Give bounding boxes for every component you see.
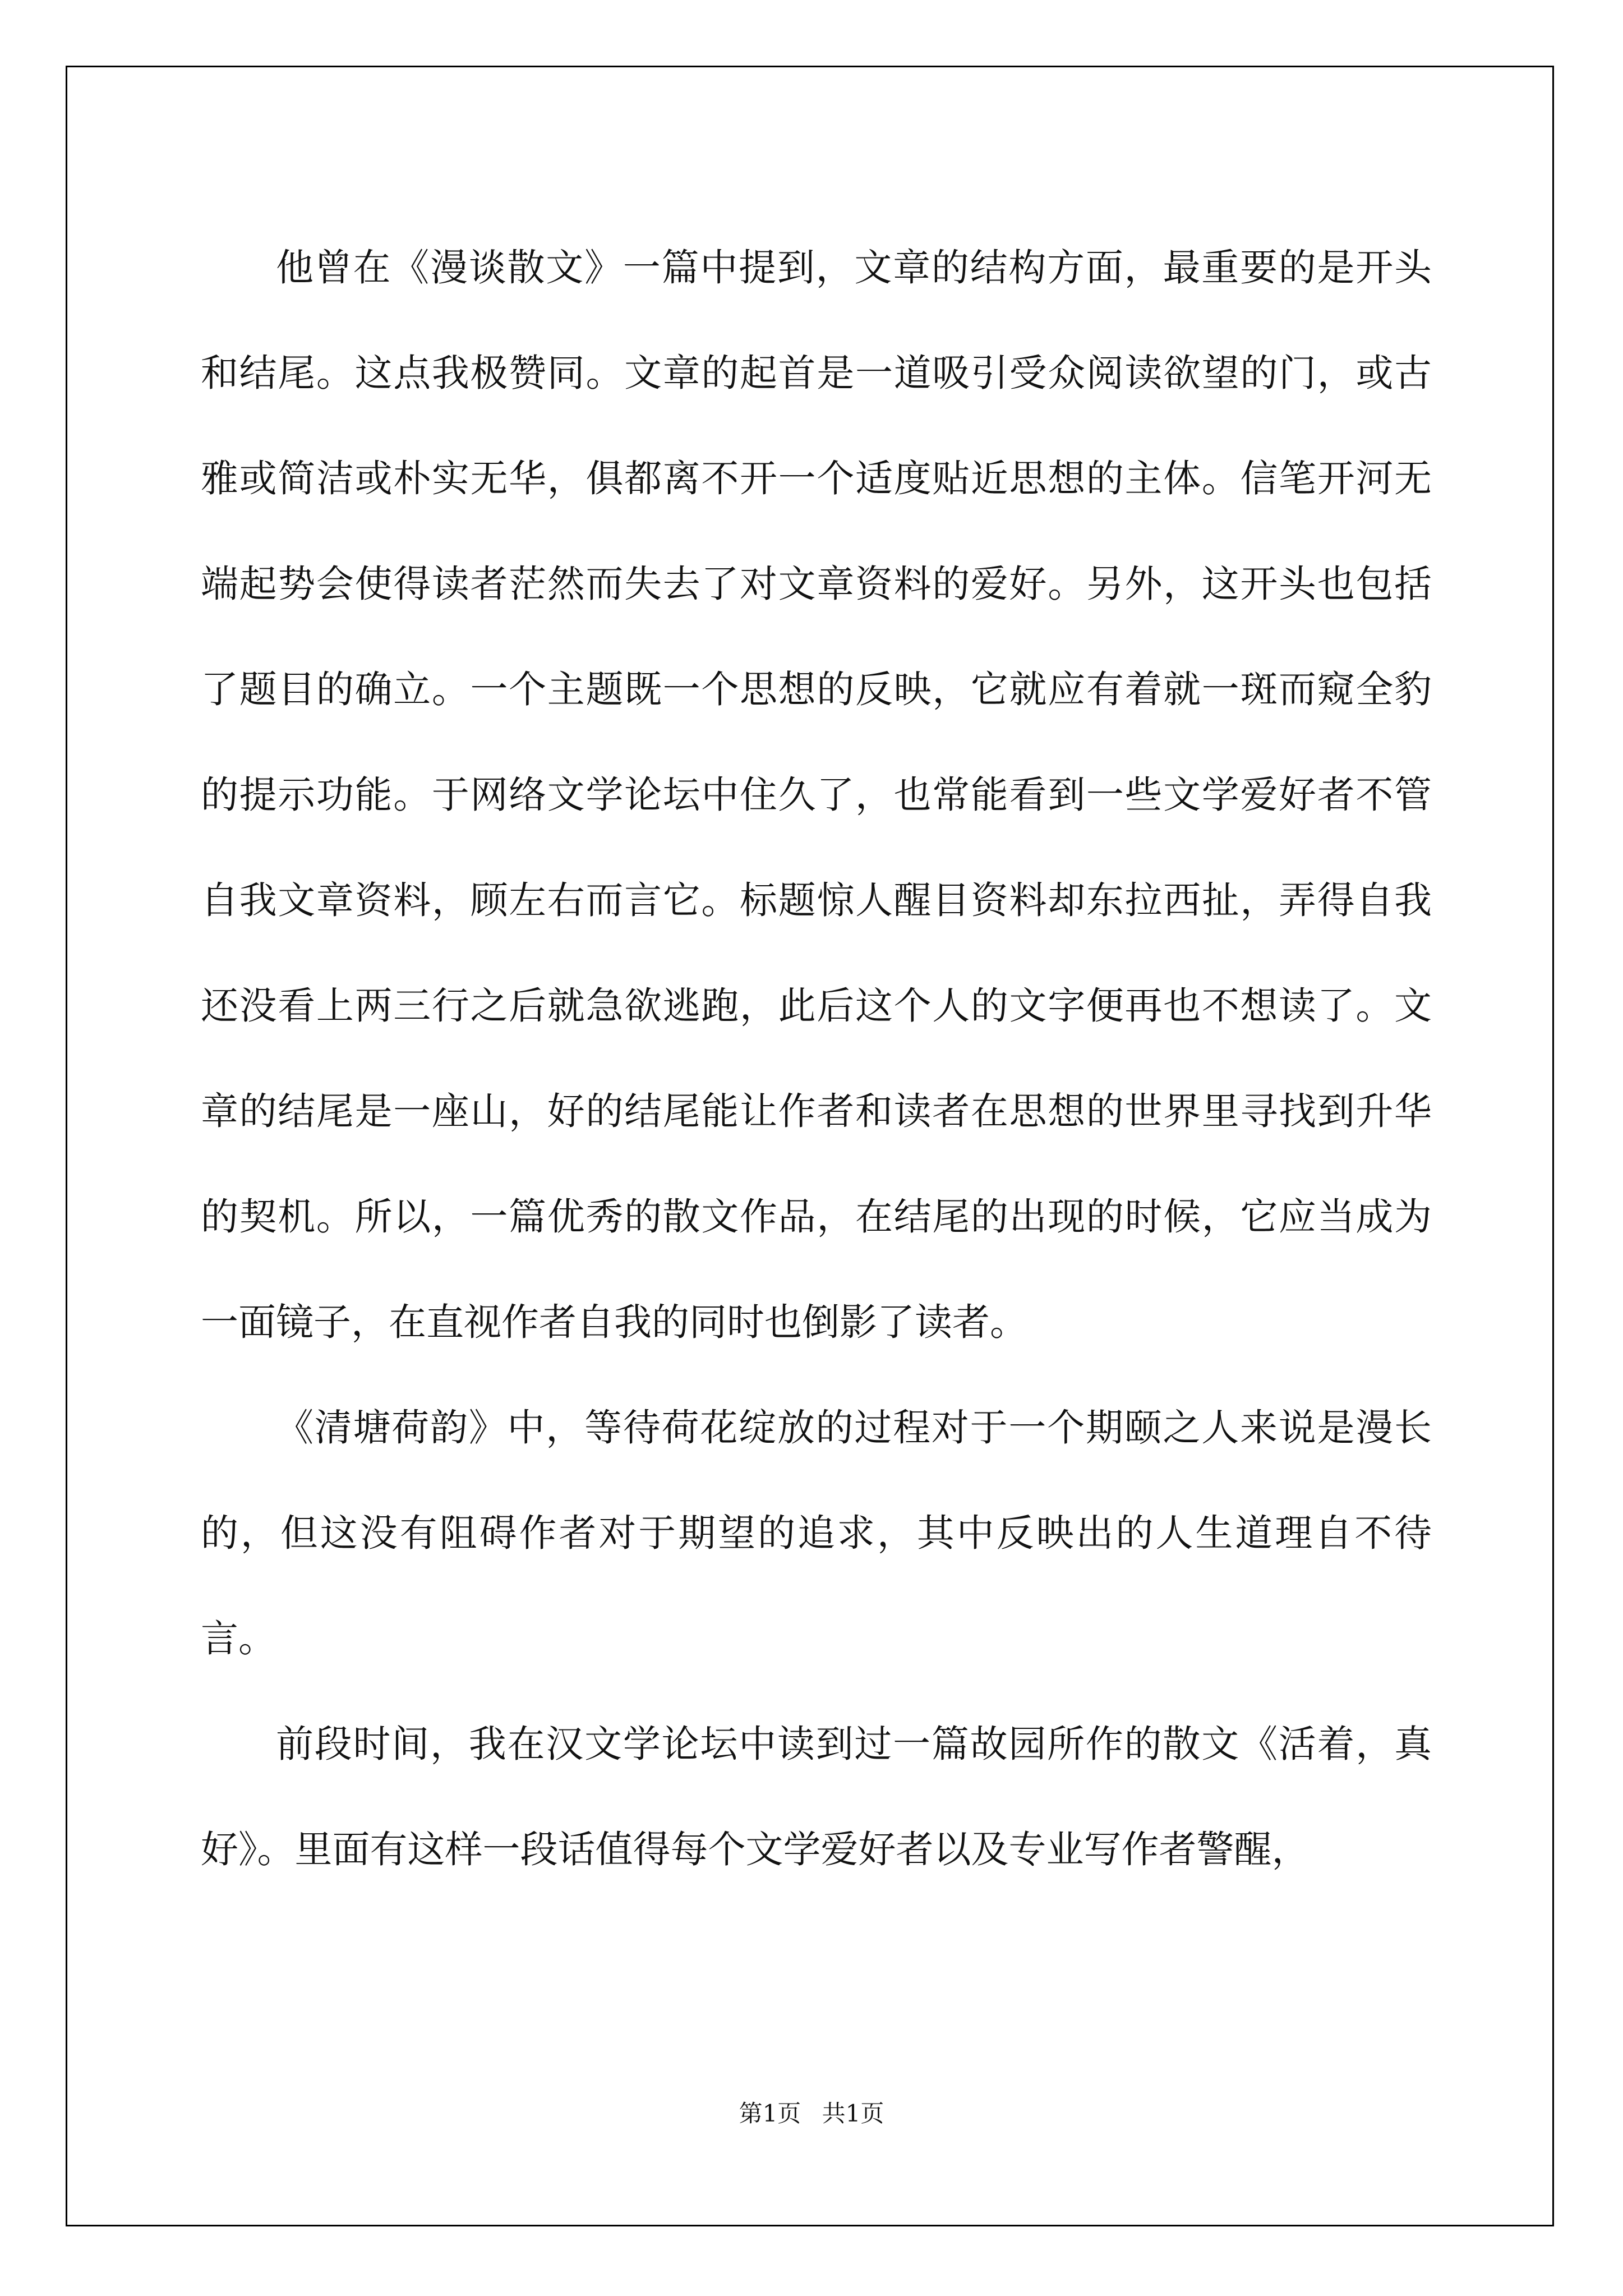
- page-number-current: 第1页: [739, 2100, 801, 2127]
- document-body: [201, 215, 1432, 1902]
- paragraph-1: 他曾在《漫谈散文》一篇中提到，文章的结构方面，最重要的是开头和结尾。这点我极赞同。文章的起首是一道吸引受众阅读欲望的门，或古雅或简洁或朴实无华，俱都离不开一个适度贴近思想的主体。信笔开河无端起势会使得读者茫然而失去了对文章资料的爱好。另外，这开头也包括了题目的确立。一个主题既一个思想的反映，它就应有着就一斑而窥全豹的提示功能。于网络文学论坛中住久了，也常能看到一些文学爱好者不管自我文章资料，顾左右而言它。标题惊人醒目资料却东拉西扯，弄得自我还没看上两三行之后就急欲逃跑，此后这个人的文字便再也不想读了。文章的结尾是一座山，好的结尾能让作者和读者在思想的世界里寻找到升华的契机。所以，一篇优秀的散文作品，在结尾的出现的时候，它应当成为一面镜子，在直视作者自我的同时也倒影了读者。: [201, 246, 1432, 1344]
- paragraph-2: 《清塘荷韵》中，等待荷花绽放的过程对于一个期颐之人来说是漫长的，但这没有阻碍作者对于期望的追求，其中反映出的人生道理自不待言。: [201, 1406, 1432, 1660]
- page-number-total: 共1页: [822, 2100, 884, 2127]
- page-footer: [0, 2095, 1623, 2129]
- paragraph-3: 前段时间，我在汉文学论坛中读到过一篇故园所作的散文《活着，真好》。里面有这样一段话值得每个文学爱好者以及专业写作者警醒，: [201, 1722, 1432, 1871]
